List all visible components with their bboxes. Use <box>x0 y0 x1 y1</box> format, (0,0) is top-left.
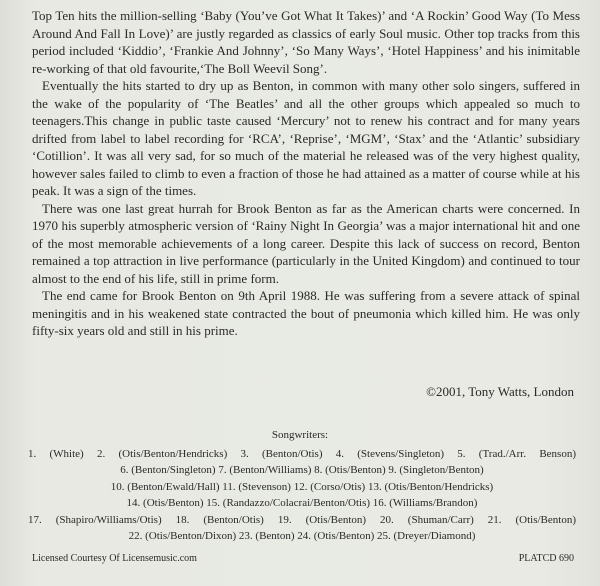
songwriters-line-3: 10. (Benton/Ewald/Hall) 11. (Stevenson) 12. (Corso/Otis) 13. (Otis/Benton/Hendricks) <box>110 480 494 493</box>
songwriters-title: Songwriters: <box>271 429 329 441</box>
author-credit: ©2001, Tony Watts, London <box>426 384 574 399</box>
paragraph-1: Top Ten hits the million-selling ‘Baby (You’ve Got What It Takes)’ and ‘A Rockin’ Good Way (To Mess Around And Fall In Love)’ are justly regarded as classics of early Soul music. Other top tracks from this period included ‘Kiddio’, ‘Frankie And Johnny’, ‘So Many Ways’, ‘Hotel Happiness’ and his inimitable re-working of that old favourite,‘The Boll Weevil Song’. <box>32 8 580 76</box>
paragraph-3: There was one last great hurrah for Brook Benton as far as the American charts were concerned. In 1970 his superbly atmospheric version of ‘Rainy Night In Georgia’ was a major international hit and one of the most memorable achievements of a long career. Despite this lack of success on record, Benton remained a top attraction in live performance (particularly in the United Kingdom) and continued to tour almost to the end of his life, still in prime form. <box>32 200 580 286</box>
songwriters-line-5: 17. (Shapiro/Williams/Otis) 18. (Benton/Otis) 19. (Otis/Benton) 20. (Shuman/Carr) 21. (Otis/Benton) <box>28 513 576 526</box>
songwriters-line-1: 1. (White) 2. (Otis/Benton/Hendricks) 3. (Benton/Otis) 4. (Stevens/Singleton) 5. (Trad./Arr. Benson) <box>28 448 576 460</box>
liner-notes-body <box>32 7 580 340</box>
catalog-number: PLATCD 690 <box>518 553 574 564</box>
songwriters-line-4: 14. (Otis/Benton) 15. (Randazzo/Colacrai/Benton/Otis) 16. (Williams/Brandon) <box>126 497 478 510</box>
license-text: Licensed Courtesy Of Licensemusic.com <box>32 553 197 564</box>
songwriters-list <box>28 446 576 544</box>
songwriters-line-6: 22. (Otis/Benton/Dixon) 23. (Benton) 24. (Otis/Benton) 25. (Dreyer/Diamond) <box>128 530 476 543</box>
songwriters-line-2: 6. (Benton/Singleton) 7. (Benton/Williams) 8. (Otis/Benton) 9. (Singleton/Benton) <box>120 464 484 477</box>
paragraph-2: Eventually the hits started to dry up as Benton, in common with many other solo singers, suffered in the wake of the popularity of ‘The Beatles’ and all the other groups which appealed so much to teenagers.This change in public taste caused ‘Mercury’ not to renew his contract and for many years drifted from label to label recording for ‘RCA’, ‘Reprise’, ‘MGM’, ‘Stax’ and the ‘Atlantic’ subsidiary ‘Cotillion’. It was all very sad, for so much of the material he released was of the very highest quality, however sales failed to climb to even a fraction of those he had attained as a matter of course while at his peak. It was a sign of the times. <box>32 78 580 198</box>
paragraph-4: The end came for Brook Benton on 9th April 1988. He was suffering from a severe attack of spinal meningitis and in his weakened state contracted the bout of pneumonia which killed him. He was only fifty-six years old and still in his prime. <box>32 288 580 338</box>
